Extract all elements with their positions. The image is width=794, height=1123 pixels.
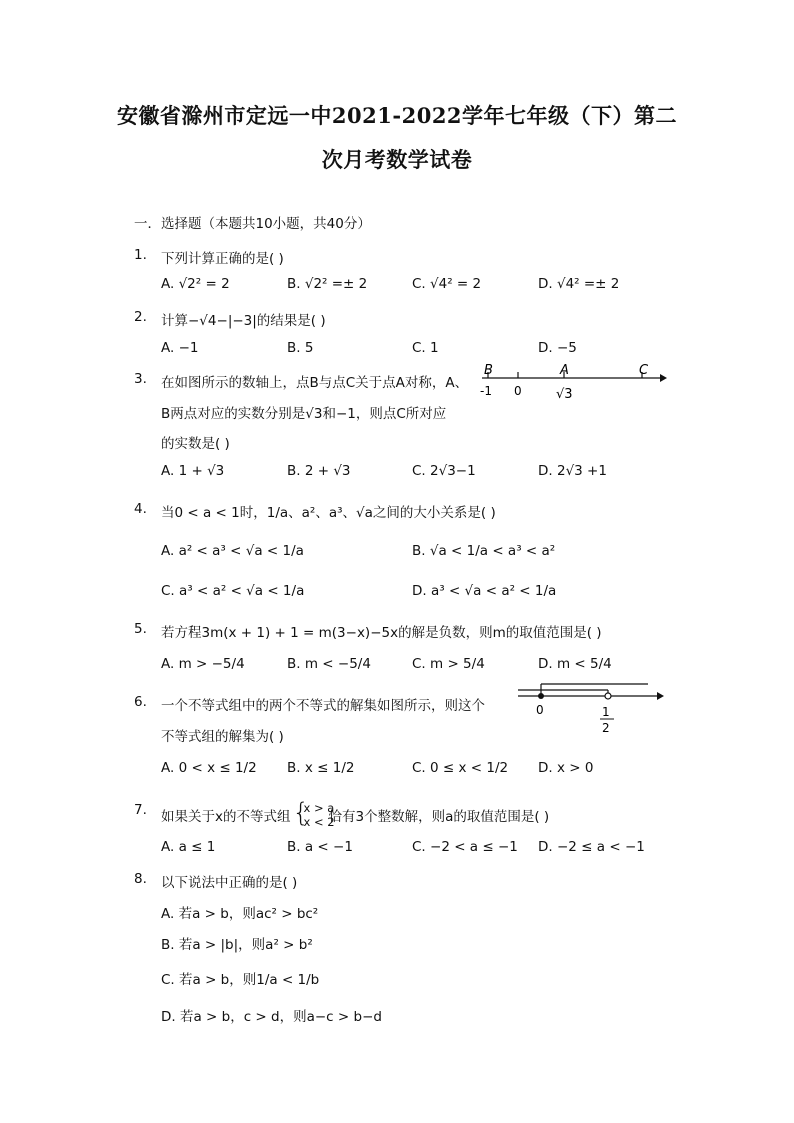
question-text: 一个不等式组中的两个不等式的解集如图所示，则这个 — [161, 698, 485, 714]
number-line-figure-q6 — [514, 682, 666, 738]
option-c: C. 1 — [412, 340, 439, 356]
number-line-figure-q3 — [478, 362, 668, 406]
system-line1: x > a — [303, 801, 335, 815]
brace-symbol: { — [292, 798, 310, 828]
option-a: A. m > −5/4 — [161, 656, 245, 672]
option-c: C. √4² = 2 — [412, 276, 482, 292]
option-a: A. a ≤ 1 — [161, 839, 216, 855]
option-a: A. 1 + √3 — [161, 463, 225, 479]
option-b: B. √2² =± 2 — [287, 276, 368, 292]
point-label-b: B — [484, 363, 493, 378]
point-label-c: C — [639, 363, 649, 378]
tick-label-neg1: -1 — [480, 384, 492, 398]
question-text: 以下说法中正确的是( ) — [161, 875, 298, 891]
option-a: A. a² < a³ < √a < 1/a — [161, 543, 304, 559]
option-c: C. 0 ≤ x < 1/2 — [412, 760, 509, 776]
question-text: 计算−√4−|−3|的结果是( ) — [161, 313, 326, 329]
question-text: 若方程3m(x + 1) + 1 = m(3−x)−5x的解是负数，则m的取值范围是( ) — [161, 625, 602, 641]
option-c: C. 若a > b，则1/a < 1/b — [161, 972, 320, 988]
option-b: B. x ≤ 1/2 — [287, 760, 355, 776]
option-d: D. √4² =± 2 — [538, 276, 620, 292]
question-text-pre: 如果关于x的不等式组 — [161, 809, 291, 825]
option-c: C. m > 5/4 — [412, 656, 485, 672]
option-a: A. 若a > b，则ac² > bc² — [161, 906, 319, 922]
option-c: C. a³ < a² < √a < 1/a — [161, 583, 305, 599]
option-b: B. √a < 1/a < a³ < a² — [412, 543, 556, 559]
option-a: A. 0 < x ≤ 1/2 — [161, 760, 257, 776]
tick-label-half-denominator: 2 — [602, 721, 610, 735]
option-d: D. x > 0 — [538, 760, 594, 776]
exam-title-line2: 次月考数学试卷 — [321, 147, 473, 172]
question-number: 4. — [134, 501, 147, 517]
option-b: B. 5 — [287, 340, 314, 356]
option-d: D. 2√3 +1 — [538, 463, 607, 479]
option-d: D. a³ < √a < a² < 1/a — [412, 583, 557, 599]
option-d: D. −5 — [538, 340, 577, 356]
option-d: D. −2 ≤ a < −1 — [538, 839, 645, 855]
question-number: 5. — [134, 621, 147, 637]
option-a: A. √2² = 2 — [161, 276, 230, 292]
tick-label-0: 0 — [514, 384, 522, 398]
tick-label-sqrt3: √3 — [556, 387, 573, 402]
option-c: C. 2√3−1 — [412, 463, 476, 479]
question-number: 1. — [134, 247, 147, 263]
option-d: D. m < 5/4 — [538, 656, 612, 672]
option-b: B. 若a > |b|，则a² > b² — [161, 937, 313, 953]
option-b: B. a < −1 — [287, 839, 353, 855]
option-b: B. 2 + √3 — [287, 463, 351, 479]
question-text-post: 恰有3个整数解，则a的取值范围是( ) — [328, 809, 550, 825]
question-number: 6. — [134, 694, 147, 710]
tick-label-0: 0 — [536, 703, 544, 717]
option-a: A. −1 — [161, 340, 199, 356]
option-d: D. 若a > b，c > d，则a−c > b−d — [161, 1009, 382, 1025]
question-number: 7. — [134, 802, 147, 818]
point-label-a: A — [560, 363, 569, 378]
system-line2: x < 2 — [303, 815, 335, 829]
question-text-line2: B两点对应的实数分别是√3和−1，则点C所对应 — [161, 406, 447, 422]
question-text: 当0 < a < 1时，1/a、a²、a³、√a之间的大小关系是( ) — [161, 505, 496, 521]
exam-title-line1: 安徽省滁州市定远一中2021-2022学年七年级（下）第二 — [116, 103, 678, 128]
question-text: 在如图所示的数轴上，点B与点C关于点A对称，A、 — [161, 375, 469, 391]
option-b: B. m < −5/4 — [287, 656, 371, 672]
section-heading: 一．选择题（本题共10小题，共40分） — [134, 216, 371, 232]
tick-label-half-numerator: 1 — [602, 705, 610, 719]
question-text-line3: 的实数是( ) — [161, 436, 230, 452]
question-text: 下列计算正确的是( ) — [161, 251, 284, 267]
question-number: 3. — [134, 371, 147, 387]
question-number: 8. — [134, 871, 147, 887]
question-number: 2. — [134, 309, 147, 325]
question-text-line2: 不等式组的解集为( ) — [161, 729, 284, 745]
option-c: C. −2 < a ≤ −1 — [412, 839, 518, 855]
question-text — [161, 798, 550, 832]
